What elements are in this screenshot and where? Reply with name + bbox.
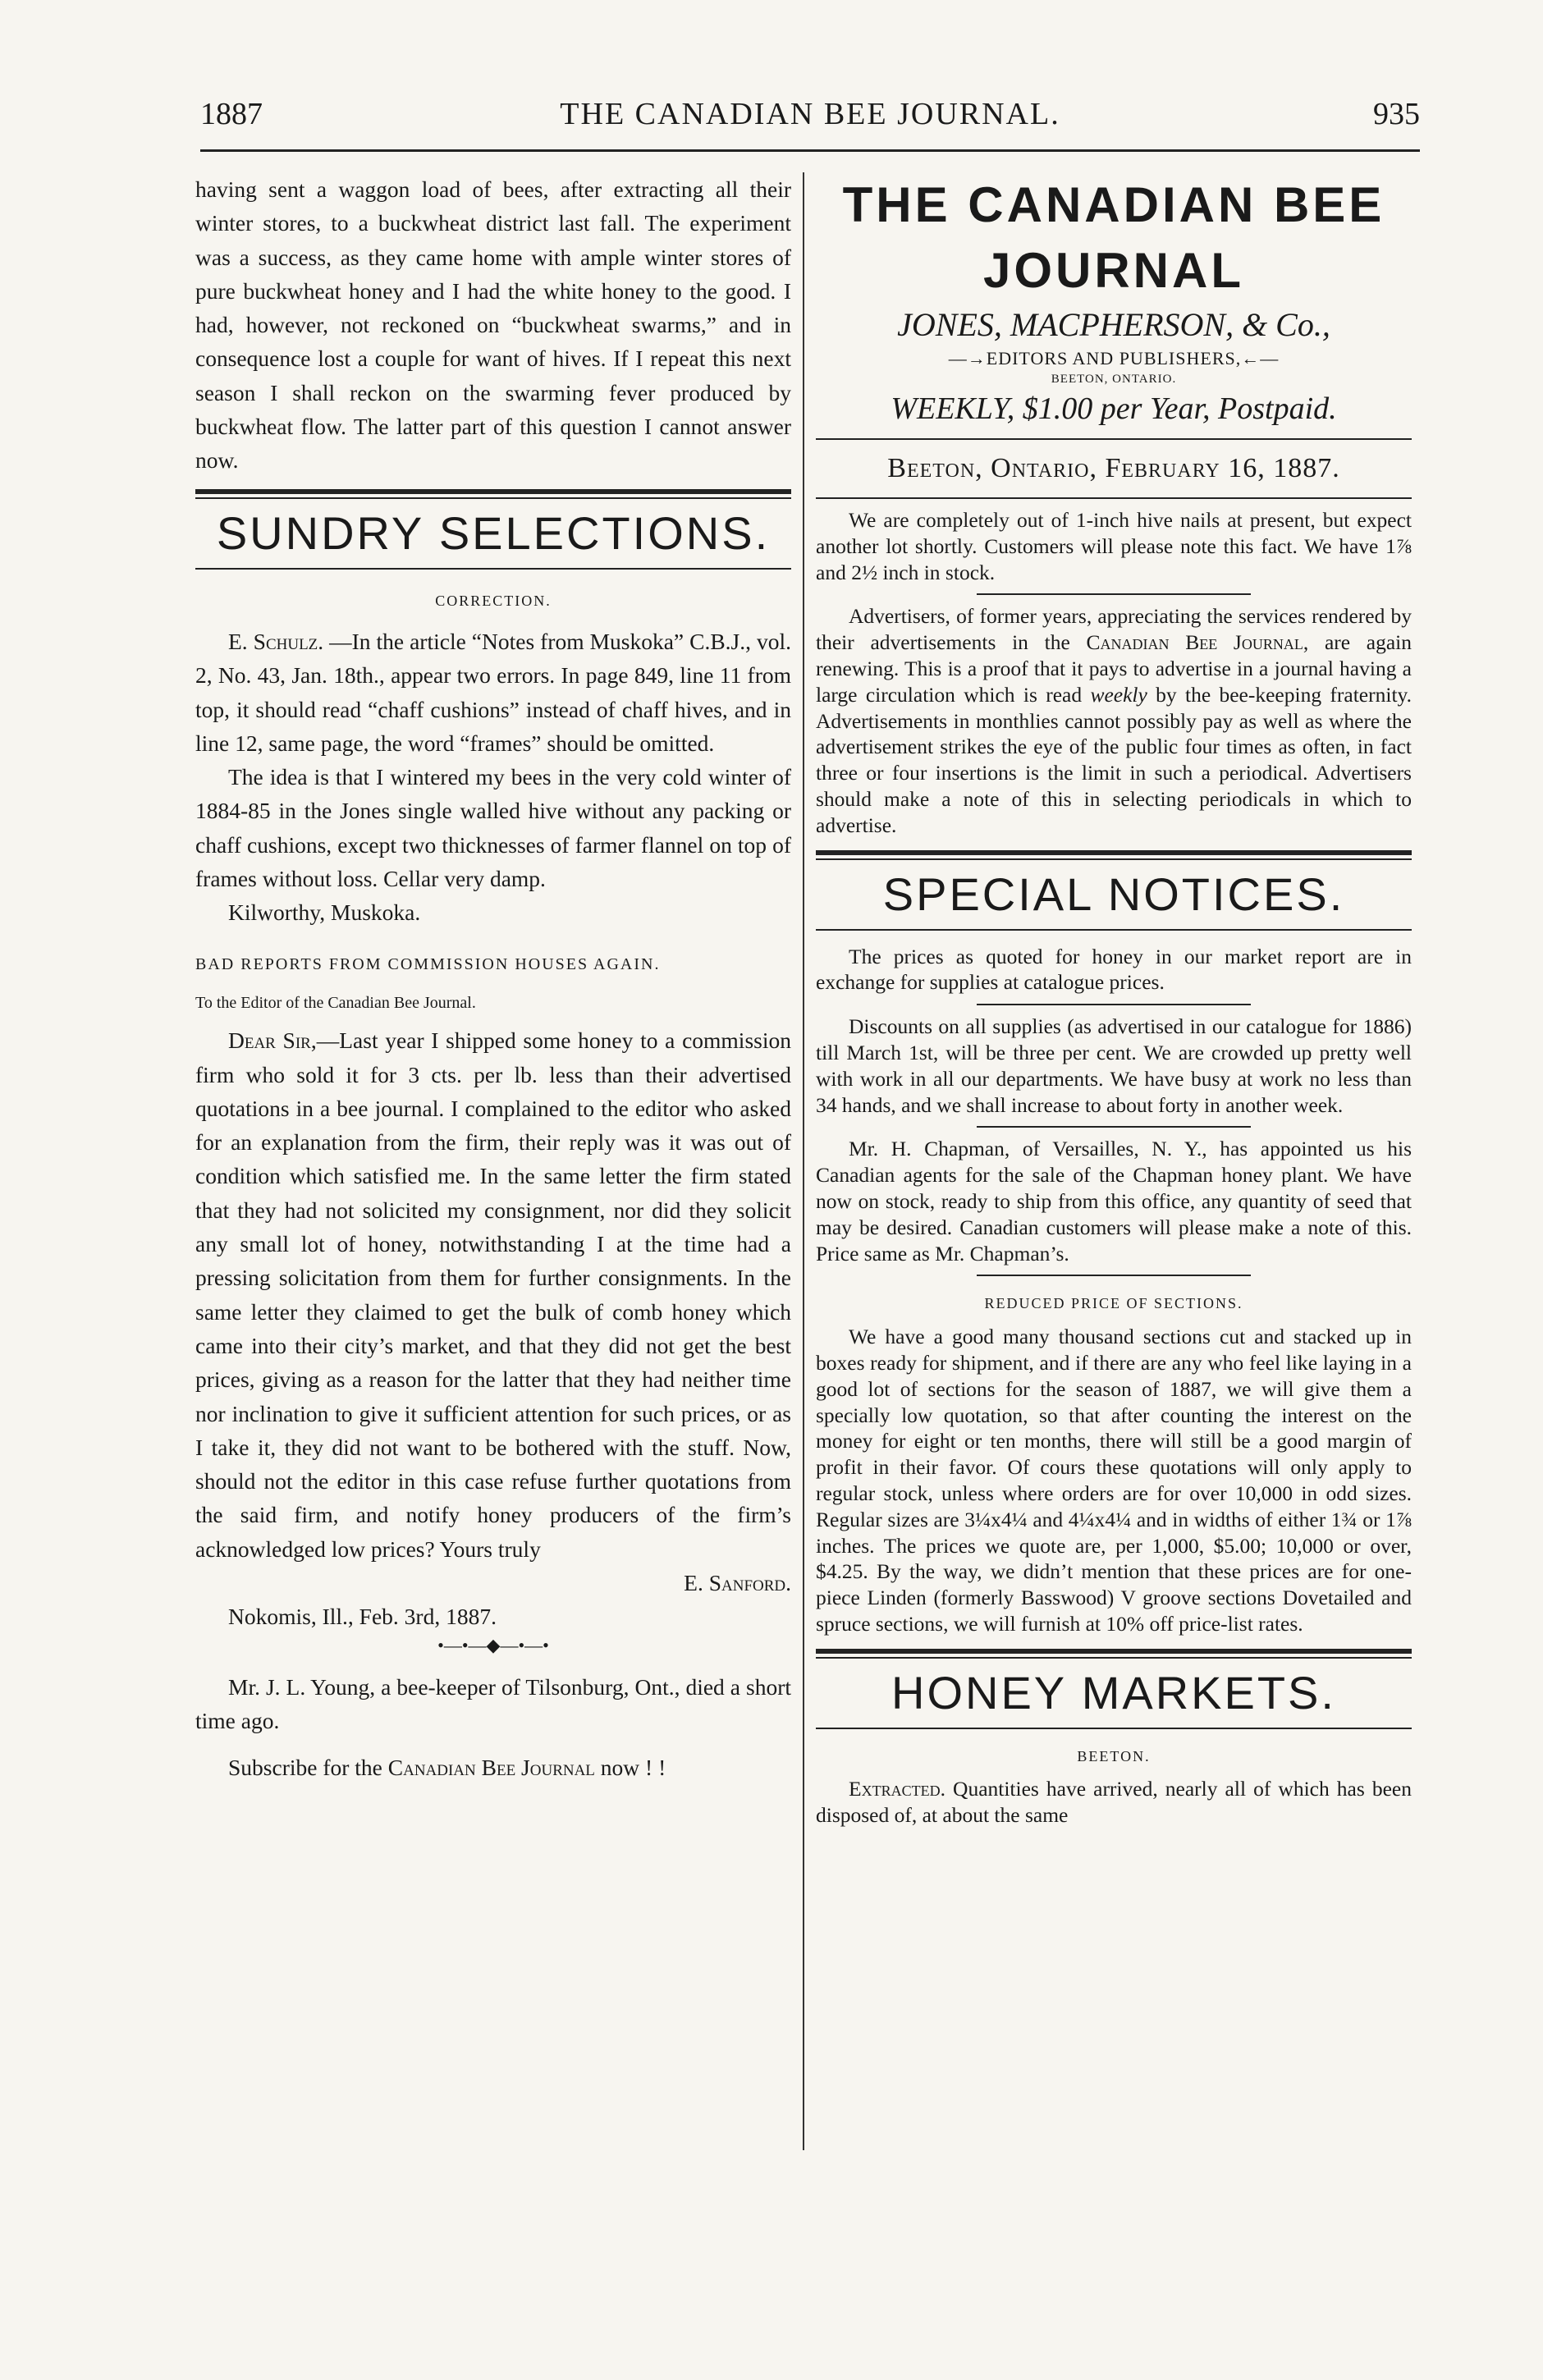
notice-advertisers: Advertisers, of former years, appreciating the services rendered by their advertisements in the Canadian Bee Journal, are again renewing. This is a proof that it pays to advertise in a journal having a large circulation which is read weekly by the bee-keeping fraternity. Advertisements in monthlies cannot possibly pay as well as where the advertisement strikes the eye of the public four times as often, in fact three or four insertions is the limit in such a periodical. Advertisers should make a note of this in selecting periodicals in which to advertise. — [816, 604, 1413, 837]
correction-body: —In the article “Notes from Muskoka” C.B.J., vol. 2, No. 43, Jan. 18th., appear two errors. In page 849, line 11 from top, it should read “chaff cushions” instead of chaff hives, and in line 12, same page, the word “frames” should be omitted. — [195, 628, 791, 756]
correction-paragraph — [195, 625, 791, 760]
notice-hive-nails: We are completely out of 1-inch hive nails at present, but expect another lot shortly. Customers will please note this fact. We have 1⅞ and 2½ inch in stock. — [816, 508, 1412, 584]
letter-paragraph — [195, 1023, 791, 1566]
subscribe-note: Subscribe for the Canadian Bee Journal now ! ! — [228, 1755, 666, 1781]
column-divider — [803, 172, 804, 2150]
header-page-number: 935 — [1373, 97, 1420, 131]
page-header — [200, 98, 1420, 148]
letter-body: —Last year I shipped some honey to a commission firm who sold it for 3 cts. per lb. less than their advertised quotations in a bee journal. I complained to the editor who asked for an explanation from the firm, their reply was it was out of condition which satisfied me. In the same letter the firm stated that they had not solicited my consignment, nor did they solicit any small lot of honey, notwithstanding I at the time had a pressing solicitation from them for further consignments. In the same letter they claimed to get the bulk of comb honey which came into their city’s market, and that they did not get the best prices, giving as a reason for the latter that they had neither time nor inclination to give it sufficient attention for such prices, or as I take it, they did not want to be bothered with the stuff. Now, should not the editor in this case refuse further quotations from the said firm, and notify honey producers of the firm’s acknowledged low prices? Yours truly — [195, 1028, 791, 1562]
correction-heading: CORRECTION. — [435, 592, 552, 609]
notice-rule — [977, 1126, 1251, 1128]
header-year: 1887 — [200, 97, 263, 131]
markets-subheading: BEETON. — [1077, 1747, 1151, 1764]
to-editor-line: To the Editor of the Canadian Bee Journal. — [195, 993, 476, 1012]
special-notice-discounts: Discounts on all supplies (as advertised in our catalogue for 1886) till March 1st, will be three per cent. We are crowded up pretty well with work in all our departments. We have busy at work no less than 34 hands, and we shall increase to about forty in another week. — [816, 1014, 1412, 1117]
sundry-selections-heading: SUNDRY SELECTIONS. — [216, 506, 771, 559]
section-rule-thin — [816, 929, 1412, 931]
section-rule — [816, 850, 1412, 855]
notice-rule — [977, 593, 1251, 595]
reduced-price-heading: REDUCED PRICE OF SECTIONS. — [984, 1295, 1243, 1312]
section-rule-thin — [816, 1728, 1412, 1729]
masthead-price: WEEKLY, $1.00 per Year, Postpaid. — [891, 391, 1337, 426]
dateline-rule — [816, 497, 1412, 499]
section-rule — [816, 1649, 1412, 1654]
young-obituary-note: Mr. J. L. Young, a bee-keeper of Tilsonburg, Ont., died a short time ago. — [195, 1673, 791, 1733]
dateline: Beeton, Ontario, February 16, 1887. — [887, 453, 1340, 483]
section-rule-thin — [816, 1657, 1412, 1659]
correction-place: Kilworthy, Muskoka. — [228, 899, 421, 926]
header-title: THE CANADIAN BEE JOURNAL. — [560, 97, 1060, 131]
notice-rule — [977, 1275, 1251, 1276]
section-rule-thin — [195, 568, 791, 570]
notice-rule — [977, 1004, 1251, 1005]
reduced-price-body: We have a good many thousand sections cut and stacked up in boxes ready for shipment, and if there are any who feel like laying in a good lot of sections for the season of 1887, we will give them a specially low quotation, so that after counting the interest on the money for eight or ten months, there will still be a good margin of profit in their favor. Of cours these quotations will only apply to regular stock, unless where orders are for over 10,000 in odd sizes. Regular sizes are 3¼x4¼ and 4¼x4¼ and in widths of either 1¾ or 1⅞ inches. The prices we quote are, per 1,000, $5.00; 10,000 or over, $4.25. By the way, we didn’t mention that these prices are for one-piece Linden (formerly Basswood) V groove sections Dovetailed and spruce sections, we will furnish at 10% off price-list rates. — [816, 1325, 1412, 1636]
special-notice-prices: The prices as quoted for honey in our market report are in exchange for supplies at catalogue prices. — [816, 944, 1412, 995]
bad-reports-heading: BAD REPORTS FROM COMMISSION HOUSES AGAIN. — [195, 954, 661, 973]
section-rule-thin — [816, 858, 1412, 860]
masthead-publishers: JONES, MACPHERSON, & Co., — [897, 306, 1330, 343]
masthead-title: THE CANADIAN BEE JOURNAL — [842, 177, 1385, 298]
left-column — [195, 172, 791, 1784]
salutation: Dear Sir, — [228, 1028, 317, 1054]
header-rule — [200, 149, 1420, 152]
correction-author: E. Schulz. — [228, 628, 324, 654]
honey-markets-heading: HONEY MARKETS. — [891, 1666, 1336, 1719]
intro-paragraph: having sent a waggon load of bees, after extracting all their winter stores, to a buckwheat district last fall. The experiment was a success, as they came home with ample winter stores of pure buckwheat honey and I had the white honey to the good. I had, however, not reckoned on “buckwheat swarms,” and in consequence lost a couple for want of hives. If I repeat this next season I shall reckon on the swarming fever produced by buckwheat flow. The latter part of this question I cannot answer now. — [195, 176, 791, 474]
special-notices-heading: SPECIAL NOTICES. — [882, 867, 1345, 920]
letter-signature: E. Sanford. — [684, 1569, 791, 1595]
section-rule — [195, 489, 791, 494]
markets-extracted: Extracted. Quantities have arrived, nearly all of which has been disposed of, at about the same — [816, 1777, 1413, 1828]
masthead-rule — [816, 438, 1412, 440]
letter-place-date: Nokomis, Ill., Feb. 3rd, 1887. — [228, 1604, 497, 1630]
journal-name: Canadian Bee Journal — [387, 1755, 595, 1781]
right-column — [816, 172, 1412, 1828]
masthead-editors: —→EDITORS AND PUBLISHERS,←— — [948, 348, 1280, 368]
section-rule-thin — [195, 497, 791, 499]
special-notice-chapman: Mr. H. Chapman, of Versailles, N. Y., has appointed us his Canadian agents for the sale of the Chapman honey plant. We have now on stock, ready to ship from this office, any quantity of seed that may be desired. Canadian customers will please make a note of this. Price same as Mr. Chapman’s. — [816, 1137, 1412, 1266]
masthead-location: BEETON, ONTARIO. — [1051, 373, 1177, 386]
ornament-divider: •—•—◆—•—• — [437, 1634, 549, 1655]
correction-paragraph-2: The idea is that I wintered my bees in the very cold winter of 1884-85 in the Jones single walled hive without any packing or chaff cushions, except two thicknesses of farmer flannel on top of frames without loss. Cellar very damp. — [195, 764, 791, 892]
